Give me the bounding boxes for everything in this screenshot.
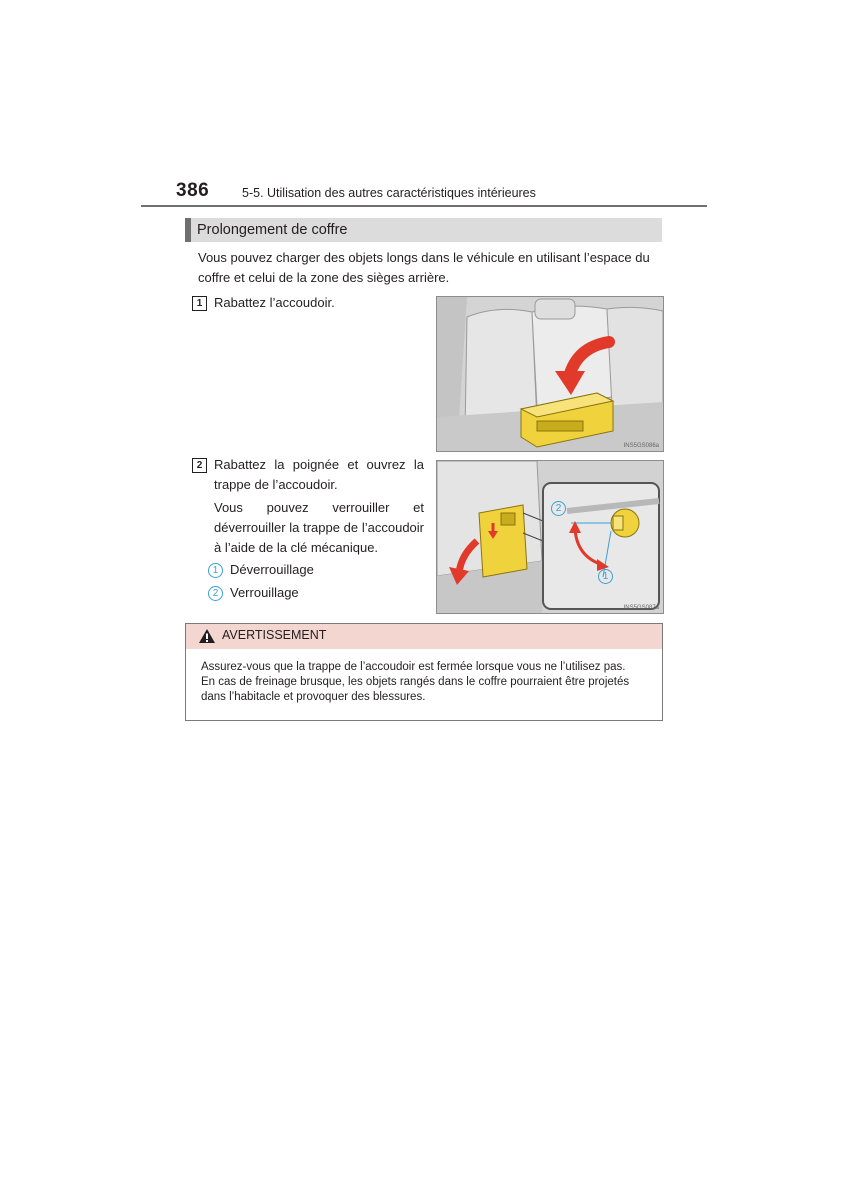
warning-title: AVERTISSEMENT xyxy=(222,628,327,642)
figure-callout-2: 2 xyxy=(551,501,566,516)
figure-armrest-lock xyxy=(436,460,664,614)
step-1-text: Rabattez l’accoudoir. xyxy=(214,295,335,310)
figure-1-code: INS5GS086a xyxy=(623,443,659,449)
figure-callout-1: 1 xyxy=(598,569,613,584)
step-2-note: Vous pouvez verrouiller et déverrouiller la trappe de l’accoudoir à l’aide de la clé mécanique. xyxy=(214,500,424,555)
legend-2-icon: 2 xyxy=(208,586,223,601)
intro-text: Vous pouvez charger des objets longs dans le véhicule en utilisant l’espace du coffre et celui de la zone des sièges arrière. xyxy=(198,250,650,285)
page-title: Prolongement de coffre xyxy=(197,222,348,238)
armrest-lock-illustration xyxy=(437,461,663,613)
page-number: 386 xyxy=(176,180,210,201)
step-2-badge: 2 xyxy=(192,458,207,473)
warning-body xyxy=(201,660,656,705)
warning-line-2: En cas de freinage brusque, les objets rangés dans le coffre pourraient être projetés xyxy=(201,676,630,688)
figure-fold-armrest xyxy=(436,296,664,452)
warning-line-1: Assurez-vous que la trappe de l’accoudoir est fermée lorsque vous ne l’utilisez pas. xyxy=(201,661,626,673)
armrest-illustration xyxy=(437,297,663,451)
legend-2-label: Verrouillage xyxy=(230,585,299,600)
legend-1-label: Déverrouillage xyxy=(230,562,314,577)
step-1-badge: 1 xyxy=(192,296,207,311)
section-title: 5-5. Utilisation des autres caractéristiques intérieures xyxy=(242,186,536,200)
warning-triangle-icon xyxy=(198,628,216,649)
figure-2-code: INS5GS087a xyxy=(623,605,659,611)
title-accent xyxy=(185,218,191,242)
step-2-text: Rabattez la poignée et ouvrez la trappe de l’accoudoir. xyxy=(214,457,424,492)
legend-1-icon: 1 xyxy=(208,563,223,578)
warning-line-3: dans l’habitacle et provoquer des blessures. xyxy=(201,691,426,703)
header-rule xyxy=(141,205,707,207)
